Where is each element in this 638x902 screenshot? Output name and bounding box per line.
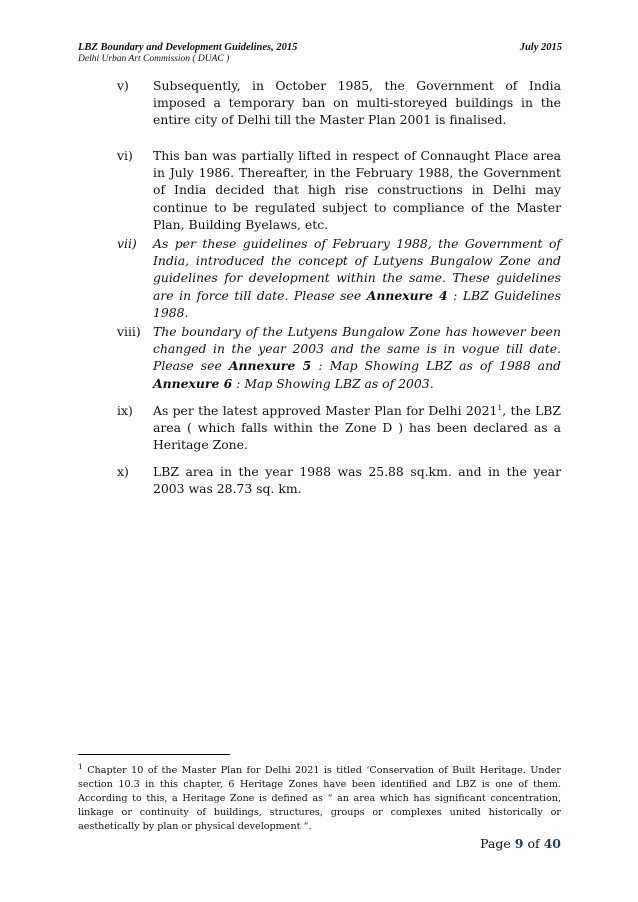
item-text-part: , the LBZ area ( which falls within the Zone D ) has been declared as a Heritage Zone. (153, 403, 561, 453)
footnote-text: Chapter 10 of the Master Plan for Delhi 2021 is titled ‘Conservation of Built Heritage. Under section 10.3 in this chapter, 6 Heritage Zones have been identified and LBZ is one of them. According to this, a Heritage Zone is defined as “ an area which has significant concentration, linkage or continuity of buildings, structures, groups or complexes united historically or aesthetically by plan or physical development “. (78, 765, 561, 832)
item-number: ix) (117, 403, 133, 418)
list-item-v (117, 77, 561, 129)
current-page: 9 (514, 836, 524, 851)
item-text-part: As per the latest approved Master Plan for Delhi 2021 (153, 403, 498, 418)
page-number (480, 836, 561, 851)
page-label: Page (480, 836, 511, 851)
annexure-6-ref: Annexure 6 (153, 375, 233, 391)
footnote (78, 761, 561, 834)
page-of: of (527, 836, 540, 851)
item-number: x) (117, 464, 129, 479)
item-text-part: As per these guidelines of February 1988, the Government of India, introduced the concept of Lutyens Bungalow Zone and guidelines for development within the same. These guidelines are in force till date. Please see (153, 236, 561, 303)
item-text: Subsequently, in October 1985, the Government of India imposed a temporary ban on multi-storeyed buildings in the entire city of Delhi till the Master Plan 2001 is finalised. (153, 78, 561, 128)
item-number: v) (117, 78, 129, 93)
item-text (153, 402, 561, 454)
item-text (153, 235, 561, 321)
annexure-4-ref: Annexure 4 (366, 287, 448, 303)
total-pages: 40 (543, 836, 561, 851)
footnote-number: 1 (78, 761, 83, 771)
header-title: LBZ Boundary and Development Guidelines, 2015 (78, 42, 298, 53)
item-text: LBZ area in the year 1988 was 25.88 sq.km. and in the year 2003 was 28.73 sq. km. (153, 464, 561, 497)
list-item-vi (117, 147, 561, 233)
item-text (153, 323, 561, 392)
item-text-part: : Map Showing LBZ as of 1988 and (311, 358, 561, 374)
item-text-part: : Map Showing LBZ as of 2003. (232, 375, 434, 391)
annexure-5-ref: Annexure 5 (228, 358, 312, 374)
list-item-x (117, 463, 561, 497)
list-item-ix (117, 402, 561, 454)
list-item-viii (117, 323, 561, 392)
footnote-marker[interactable]: 1 (497, 402, 503, 412)
list-item-vii (117, 235, 561, 321)
header-left (78, 42, 297, 64)
item-text-part: : LBZ Guidelines 1988. (153, 287, 561, 320)
item-number: vii) (117, 236, 137, 251)
item-text-part: The boundary of the Lutyens Bungalow Zone has however been changed in the year 2003 and the same is in vogue till date. Please see (153, 324, 561, 374)
footnote-divider (78, 754, 230, 755)
item-number: vi) (117, 148, 133, 163)
item-text: This ban was partially lifted in respect of Connaught Place area in July 1986. Thereafter, in the February 1988, the Government of India decided that high rise constructions in Delhi may continue to be regulated subject to compliance of the Master Plan, Building Byelaws, etc. (153, 148, 561, 232)
header-subtitle: Delhi Urban Art Commission ( DUAC ) (78, 54, 230, 64)
header-date: July 2015 (519, 42, 562, 53)
item-number: viii) (117, 324, 141, 339)
